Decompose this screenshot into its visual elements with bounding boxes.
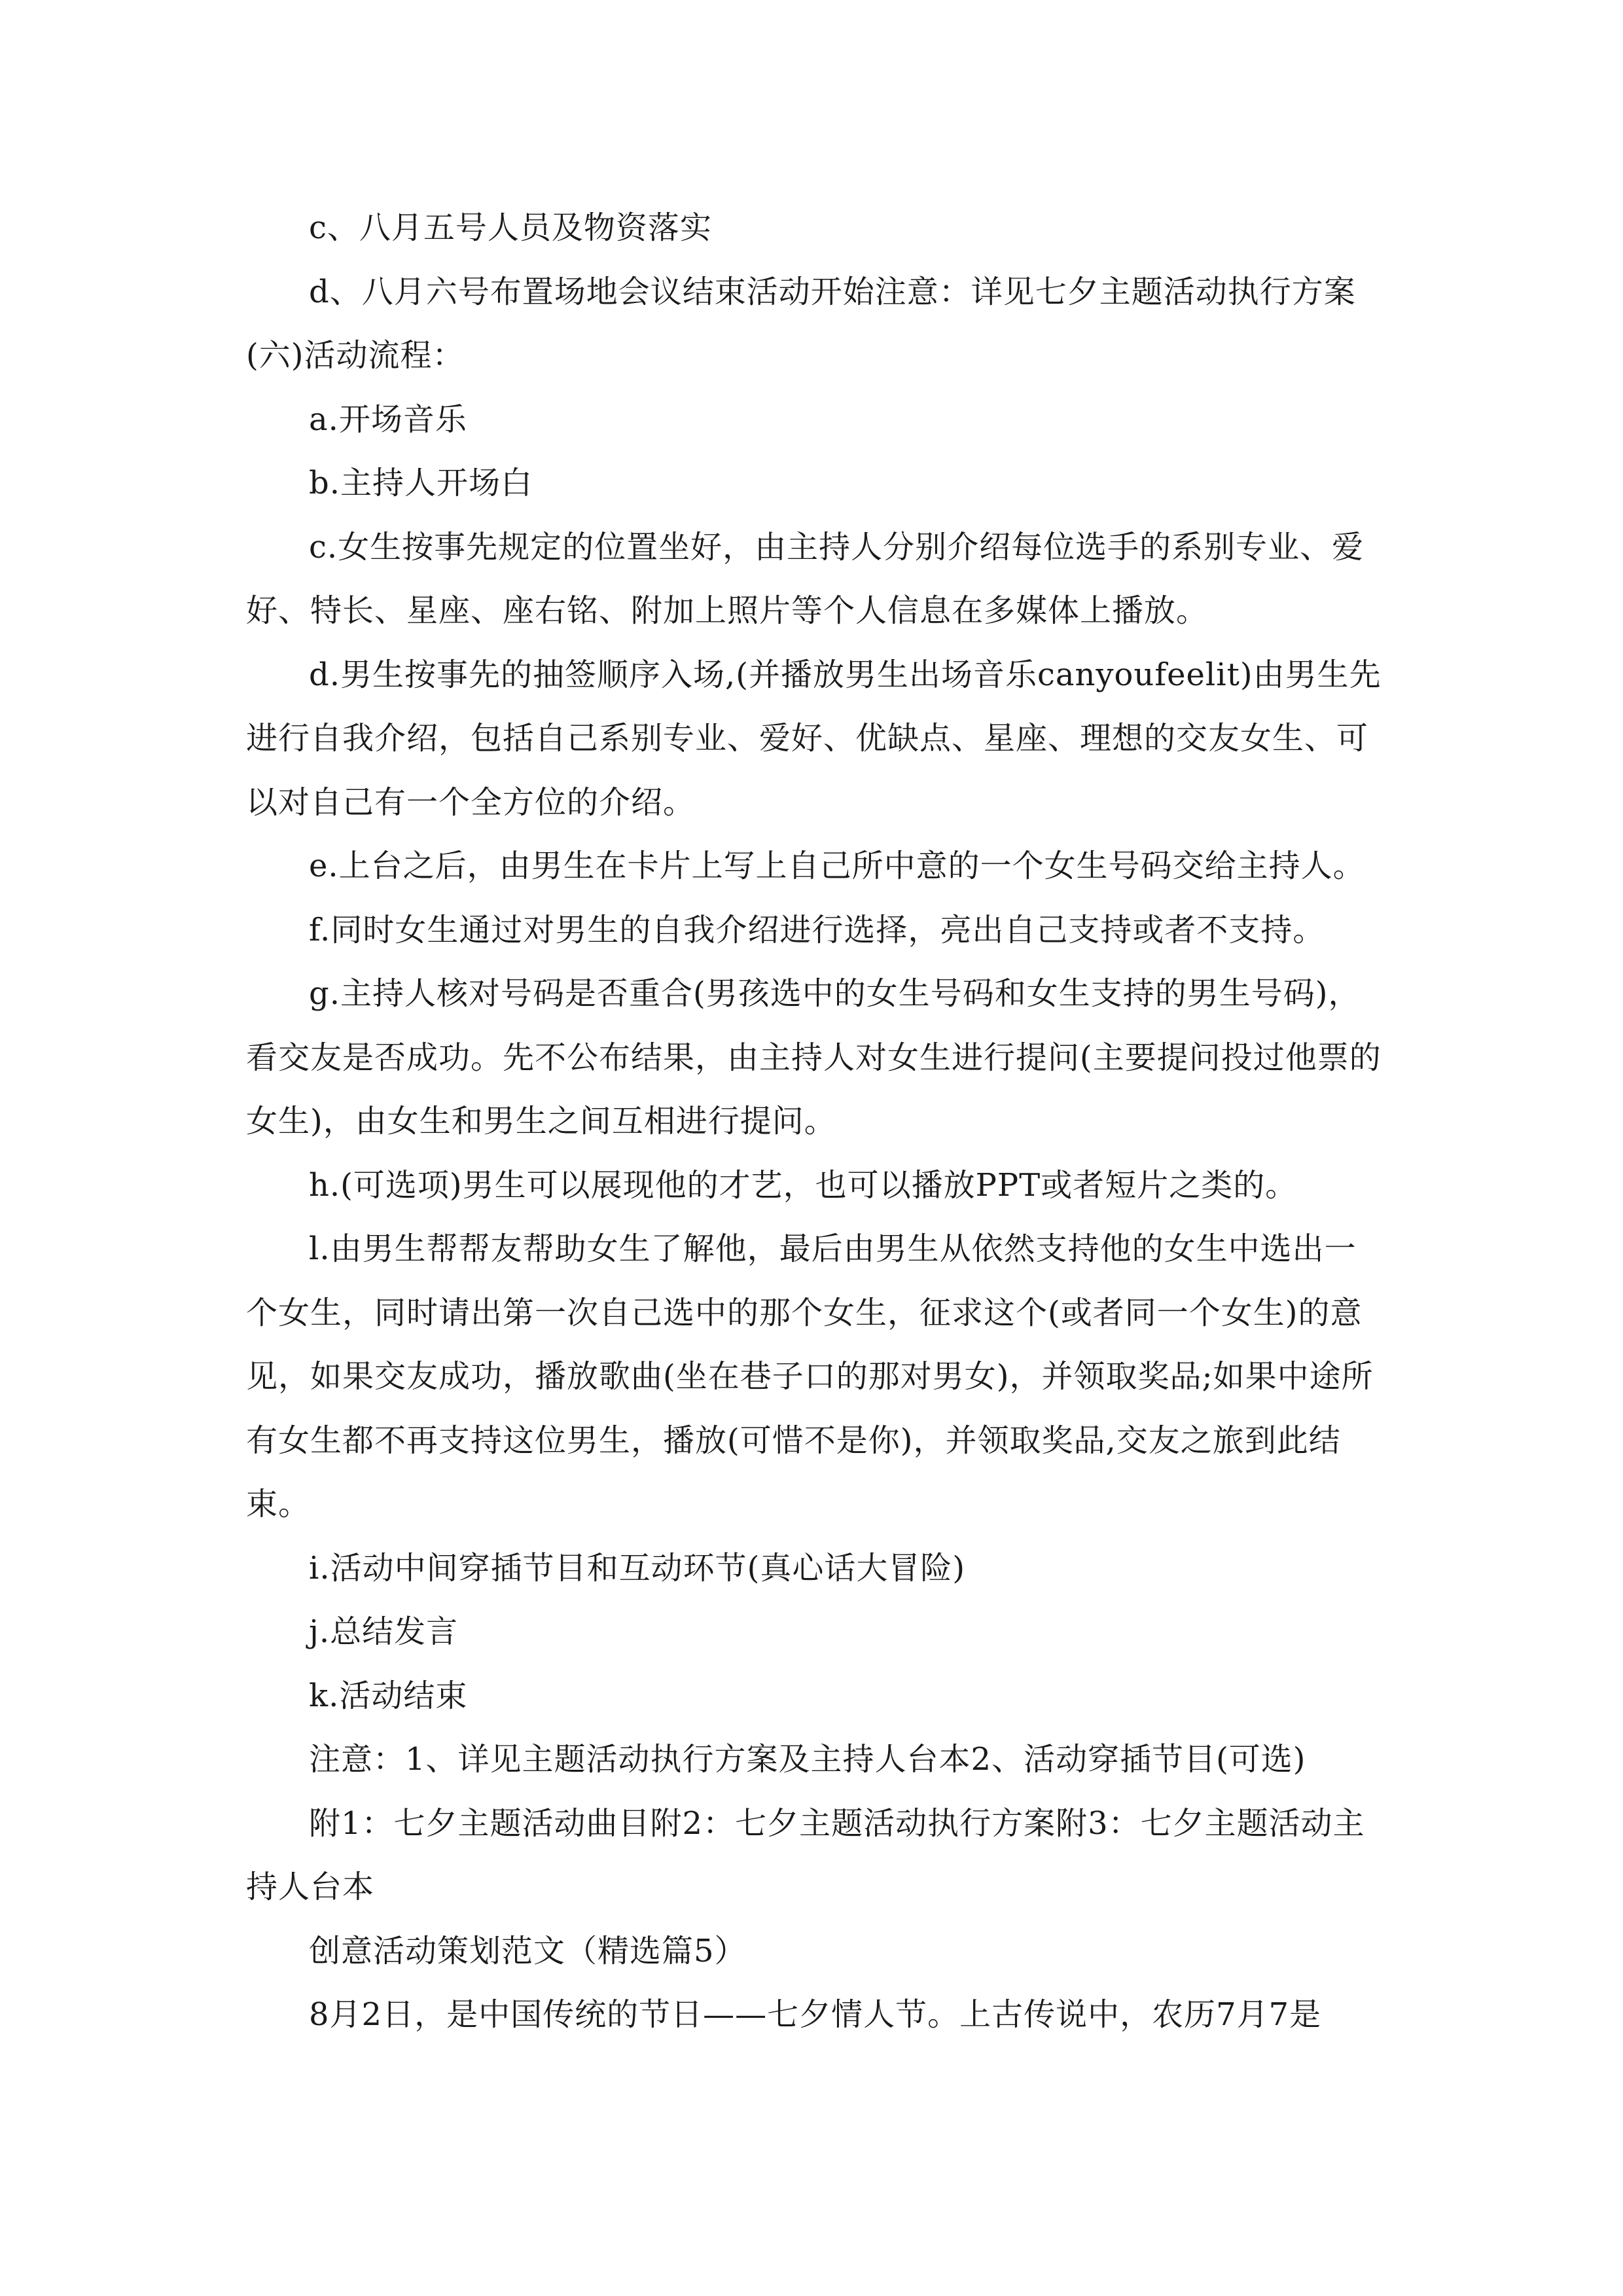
section-heading-activity-flow: (六)活动流程：	[246, 337, 465, 374]
paragraph-f-girls-choose: f.同时女生通过对男生的自我介绍进行选择，亮出自己支持或者不支持。	[309, 911, 1325, 948]
paragraph-g-host-check: g.主持人核对号码是否重合(男孩选中的女生号码和女生支持的男生号码)，看交友是否成功。先不公布结果，由主持人对女生进行提问(主要提问投过他票的女生)，由女生和男生之间互相进行提问。	[246, 975, 1382, 1139]
paragraph-d-boys-enter: d.男生按事先的抽签顺序入场,(并播放男生出场音乐canyoufeelit)由男生先进行自我介绍，包括自己系别专业、爱好、优缺点、星座、理想的交友女生、可以对自己有一个全方位的介绍。	[246, 656, 1382, 821]
paragraph-appendix: 附1：七夕主题活动曲目附2：七夕主题活动执行方案附3：七夕主题活动主持人台本	[246, 1804, 1365, 1905]
paragraph-d-august-6: d、八月六号布置场地会议结束活动开始注意：详见七夕主题活动执行方案	[309, 273, 1356, 310]
paragraph-a-opening-music: a.开场音乐	[309, 401, 467, 438]
paragraph-note: 注意：1、详见主题活动执行方案及主持人台本2、活动穿插节目(可选)	[309, 1741, 1306, 1778]
paragraph-j-summary: j.总结发言	[309, 1613, 459, 1650]
paragraph-h-optional-talent: h.(可选项)男生可以展现他的才艺，也可以播放PPT或者短片之类的。	[309, 1166, 1298, 1204]
paragraph-c-august-5: c、八月五号人员及物资落实	[309, 209, 712, 246]
paragraph-e-card: e.上台之后，由男生在卡片上写上自己所中意的一个女生号码交给主持人。	[309, 848, 1365, 884]
paragraph-k-end: k.活动结束	[309, 1677, 468, 1714]
paragraph-c-girls-seated: c.女生按事先规定的位置坐好，由主持人分别介绍每位选手的系别专业、爱好、特长、星座、座右铭、附加上照片等个人信息在多媒体上播放。	[246, 528, 1364, 629]
paragraph-i-interludes: i.活动中间穿插节目和互动环节(真心话大冒险)	[309, 1549, 966, 1587]
document-body	[246, 196, 1385, 2047]
paragraph-qixi-intro: 8月2日，是中国传统的节日——七夕情人节。上古传说中，农历7月7是	[309, 1996, 1322, 2033]
paragraph-creative-title: 创意活动策划范文（精选篇5）	[309, 1932, 747, 1969]
paragraph-l-friends-help: l.由男生帮帮友帮助女生了解他，最后由男生从依然支持他的女生中选出一个女生，同时请出第一次自己选中的那个女生，征求这个(或者同一个女生)的意见，如果交友成功，播放歌曲(坐在巷子口的那对男女)，并领取奖品;如果中途所有女生都不再支持这位男生，播放(可惜不是你)，并领取奖品,交友之旅到此结束。	[246, 1230, 1374, 1522]
paragraph-b-host-opening: b.主持人开场白	[309, 465, 533, 501]
